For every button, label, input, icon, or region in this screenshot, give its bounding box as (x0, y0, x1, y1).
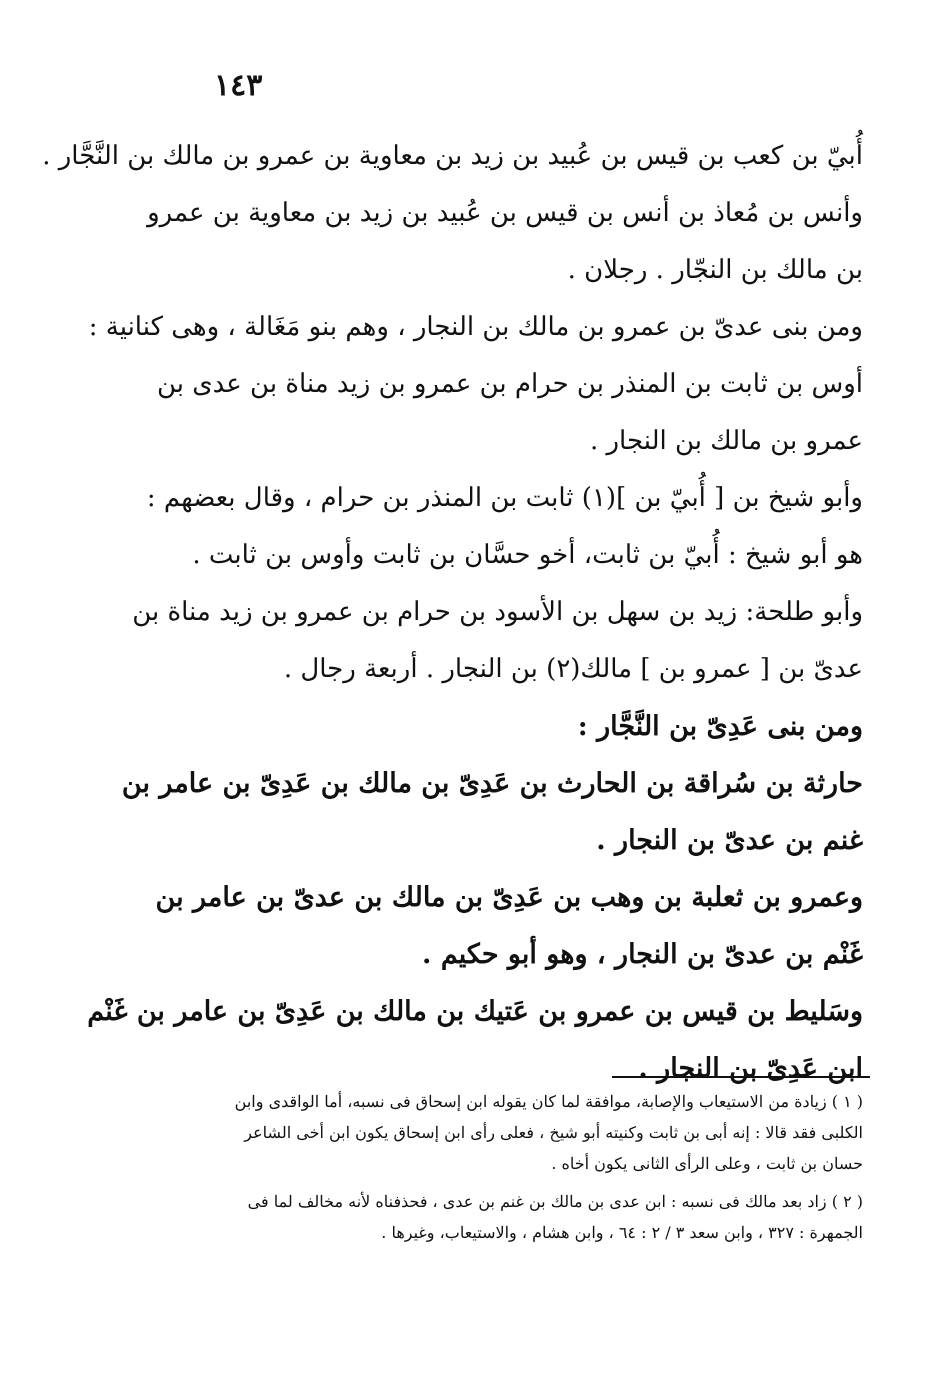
footnote-line: الجمهرة : ٣٢٧ ، وابن سعد ٣ / ٢ : ٦٤ ، وابن هشام ، والاستيعاب، وغيرها . (381, 1223, 863, 1242)
text-line: حارثة بن سُراقة بن الحارث بن عَدِىّ بن مالك بن عَدِىّ بن عامر بن (121, 768, 863, 799)
section-heading: ومن بنى عَدِىّ بن النَّجَّار : (577, 711, 863, 742)
text-line: وأنس بن مُعاذ بن أنس بن قيس بن عُبيد بن زيد بن معاوية بن عمرو (147, 198, 863, 228)
text-line: غنم بن عدىّ بن النجار . (596, 825, 863, 856)
text-line: وأبو طلحة: زيد بن سهل بن الأسود بن حرام بن عمرو بن زيد مناة بن (132, 597, 863, 627)
section-heading: ومن بنى عدىّ بن عمرو بن مالك بن النجار ، وهم بنو مَغَالة ، وهى كنانية : (88, 312, 863, 342)
text-line: وأبو شيخ بن [ أُبيّ بن ](١) ثابت بن المنذر بن حرام ، وقال بعضهم : (146, 483, 863, 513)
text-line: أوس بن ثابت بن المنذر بن حرام بن عمرو بن زيد مناة بن عدى بن (156, 369, 863, 399)
text-line: بن مالك بن النجّار . رجلان . (567, 255, 863, 285)
main-text (42, 128, 863, 1097)
footnote-line: ( ١ ) زيادة من الاستيعاب والإصابة، موافقة لما كان يقوله ابن إسحاق فى نسبه، أما الواقدى وابن (234, 1092, 863, 1111)
footnote (185, 1186, 863, 1248)
footnote-line: ( ٢ ) زاد بعد مالك فى نسبه : ابن عدى بن مالك بن غنم بن عدى ، فحذفناه لأنه مخالف لما فى (247, 1192, 863, 1211)
text-line: عدىّ بن [ عمرو بن ] مالك(٢) بن النجار . أربعة رجال . (283, 654, 863, 684)
footnote (185, 1086, 863, 1179)
footnotes (185, 1086, 863, 1248)
footnote-line: حسان بن ثابت ، وعلى الرأى الثانى يكون أخاه . (551, 1154, 863, 1173)
text-line: غَنْم بن عدىّ بن النجار ، وهو أبو حكيم . (422, 939, 863, 970)
text-line: عمرو بن مالك بن النجار . (589, 426, 863, 456)
footnote-divider (612, 1076, 870, 1078)
page-number: ١٤٣ (214, 68, 263, 103)
text-line: أُبيّ بن كعب بن قيس بن عُبيد بن زيد بن معاوية بن عمرو بن مالك بن النَّجَّار . (42, 141, 863, 171)
text-line: ابن عَدِىّ بن النجار . (638, 1053, 863, 1084)
text-line: هو أبو شيخ : أُبيّ بن ثابت، أخو حسَّان بن ثابت وأوس بن ثابت . (192, 540, 863, 570)
footnote-line: الكلبى فقد قالا : إنه أبى بن ثابت وكنيته أبو شيخ ، فعلى رأى ابن إسحاق يكون ابن أخى الشاعر (244, 1123, 863, 1142)
text-line: وسَليط بن قيس بن عمرو بن عَتيك بن مالك بن عَدِىّ بن عامر بن غَنْم (87, 996, 863, 1027)
text-line: وعمرو بن ثعلبة بن وهب بن عَدِىّ بن مالك بن عدىّ بن عامر بن (155, 882, 863, 913)
